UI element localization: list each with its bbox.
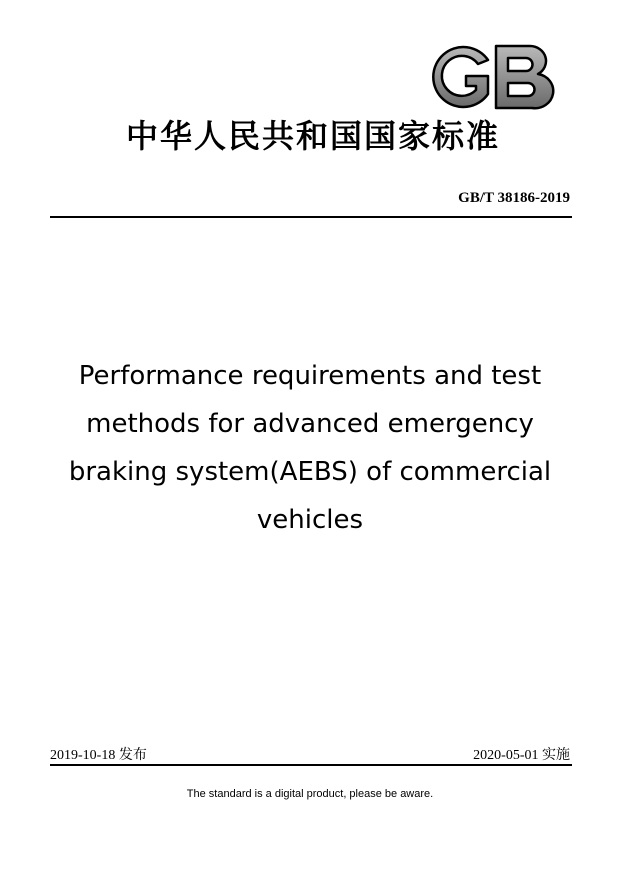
- gb-logo-icon: [426, 38, 558, 116]
- document-title: [60, 352, 560, 544]
- title-line: braking system(AEBS) of commercial: [68, 457, 552, 487]
- title-line: methods for advanced emergency: [86, 409, 534, 439]
- bottom-divider: [50, 764, 572, 766]
- title-line: vehicles: [256, 505, 364, 535]
- implementation-date: 2020-05-01 实施: [473, 748, 570, 763]
- standard-number: GB/T 38186-2019: [458, 190, 570, 206]
- issue-date: 2019-10-18 发布: [50, 748, 147, 763]
- top-divider: [50, 216, 572, 218]
- country-standard-title: 中华人民共和国国家标准: [125, 117, 500, 155]
- title-line: Performance requirements and test: [78, 361, 542, 391]
- digital-product-notice: The standard is a digital product, please be aware.: [186, 788, 434, 800]
